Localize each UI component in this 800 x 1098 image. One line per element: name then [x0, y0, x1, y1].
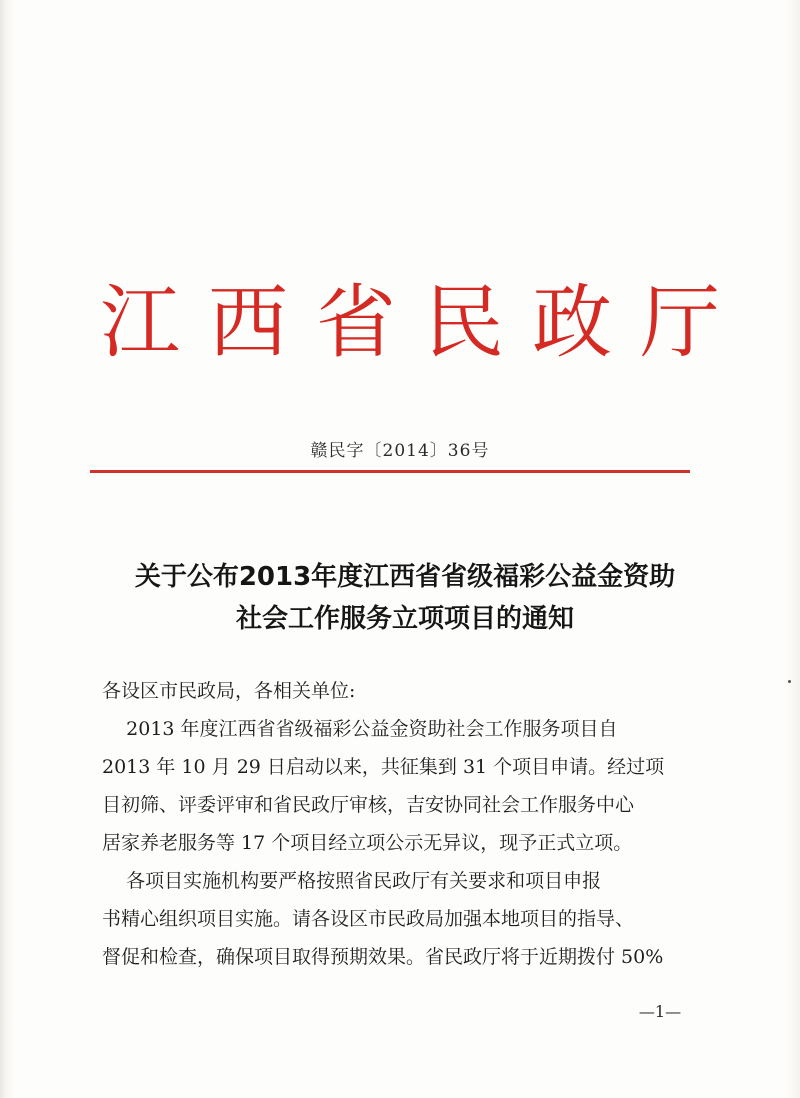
salutation: 各设区市民政局，各相关单位: [102, 680, 356, 702]
scan-speck [788, 680, 791, 683]
title-line-2: 社会工作服务立项项目的通知 [235, 604, 574, 634]
title-line-1: 关于公布2013年度江西省省级福彩公益金资助 [134, 562, 676, 592]
document-body [102, 672, 692, 976]
body-line: 目初筛、评委评审和省民政厅审核，吉安协同社会工作服务中心 [102, 794, 635, 816]
document-title [60, 556, 750, 640]
page-number: —1— [638, 1002, 682, 1021]
body-line: 2013 年度江西省省级福彩公益金资助社会工作服务项目自 [102, 718, 618, 740]
body-line: 2013 年 10 月 29 日启动以来，共征集到 31 个项目申请。经过项 [102, 756, 665, 778]
red-separator-line [90, 470, 690, 473]
body-line: 书精心组织项目实施。请各设区市民政局加强本地项目的指导、 [102, 908, 635, 930]
body-line: 督促和检查，确保项目取得预期效果。省民政厅将于近期拨付 50% [102, 946, 664, 968]
body-line: 居家养老服务等 17 个项目经立项公示无异议，现予正式立项。 [102, 832, 633, 854]
document-number: 赣民字〔2014〕36号 [310, 441, 490, 461]
issuing-organization-header: 江西省民政厅 [100, 276, 748, 369]
body-line: 各项目实施机构要严格按照省民政厅有关要求和项目申报 [102, 870, 602, 892]
